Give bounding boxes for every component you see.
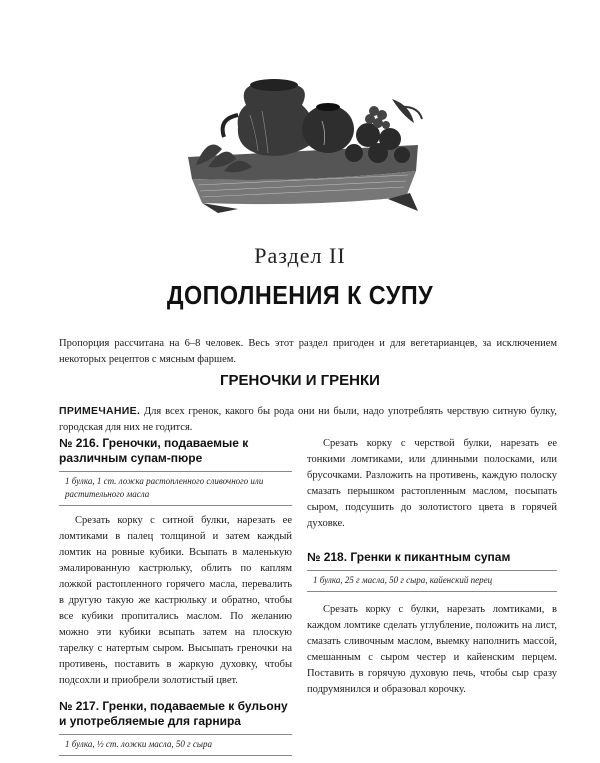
recipe-218-title: № 218. Гренки к пикантным супам — [307, 550, 511, 564]
recipe-216-text: Срезать корку с ситной булки, нарезать ее ломтиками в палец толщиной и затем каждый ломтик на ровные кубики. Всыпать в маленькую эмалированную кастрюльку, облить по каплям ложкой растопленного горячего масла, перевалить в другую такую же кастрюльку и обратно, чтобы все кубики пропитались маслом. По желанию можно эти кубики всыпать затем на плоскую тарелку с натертым сыром. Высыпать греночки на противень, поставить в жаркую духовку, чтобы подсохли и приобрели золотистый цвет. — [59, 515, 292, 686]
subhead-croutons: ГРЕНОЧКИ И ГРЕНКИ — [220, 372, 380, 389]
recipe-217-ingredients: 1 булка, ½ ст. ложки масла, 50 г сыра — [59, 734, 292, 756]
left-column — [59, 436, 292, 763]
right-column — [307, 436, 557, 698]
note-text: Для всех гренок, какого бы рода они ни были, надо употреблять черствую ситную булку, городская для них не годится. — [59, 406, 557, 433]
section-title: ДОПОЛНЕНИЯ К СУПУ — [166, 280, 434, 310]
still-life-illustration — [178, 75, 428, 215]
recipe-218-ingredients: 1 булка, 25 г масла, 50 г сыра, кайенский перец — [307, 570, 557, 592]
recipe-216-title: № 216. Греночки, подаваемые к различным супам-пюре — [59, 436, 249, 465]
intro-paragraph: Пропорция рассчитана на 6–8 человек. Весь этот раздел пригоден и для вегетарианцев, за исключением некоторых рецептов с мясным фаршем. — [59, 338, 557, 365]
note-label: ПРИМЕЧАНИЕ. — [59, 405, 141, 417]
note-paragraph — [59, 403, 557, 436]
recipe-217-text: Срезать корку с черствой булки, нарезать ее тонкими ломтиками, или длинными полосками, или брусочками. Разложить на противень, каждую полоску смазать перышком растопленным маслом, посыпать сыром, подсушить до золотистого цвета в горячей духовке. — [307, 438, 557, 529]
recipe-216-ingredients: 1 булка, 1 ст. ложка растопленного сливочного или растительного масла — [59, 471, 292, 506]
recipe-217-title: № 217. Гренки, подаваемые к бульону и употребляемые для гарнира — [59, 699, 288, 728]
recipe-218-text: Срезать корку с булки, нарезать ломтиками, в каждом ломтике сделать углубление, положить на лист, смазать сливочным маслом, выемку наполнить массой, смешанным с сыром честер и кайенским перцем. Поставить в горячую духовую печь, чтобы сыр сразу подрумянился и образовал корочку. — [307, 604, 557, 695]
section-label: Раздел II — [254, 243, 346, 268]
